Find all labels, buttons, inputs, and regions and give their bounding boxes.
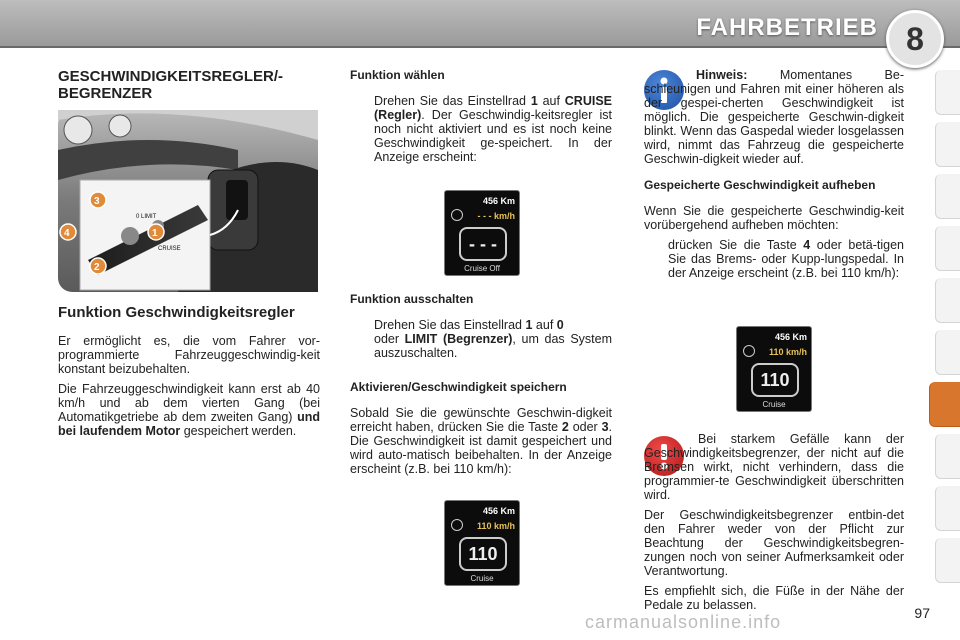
chapter-tab[interactable] [935, 278, 960, 323]
bullet-symbol [350, 318, 364, 360]
right-column-bottom [644, 432, 904, 618]
chapter-tab-active[interactable] [929, 382, 960, 427]
svg-text:CRUISE: CRUISE [158, 246, 181, 252]
chapter-tab[interactable] [935, 486, 960, 531]
figure-label-2: 2 [94, 262, 100, 273]
chapter-tab[interactable] [935, 538, 960, 583]
bullet-symbol [350, 94, 364, 164]
paragraph: Der Geschwindigkeitsbegrenzer entbin-det den Fahrer weder von der Pflicht zur Beachtung der Geschwindigkeitsbegren-zungen noch von seiner Aufmerksamkeit oder Verantwortung. [644, 508, 904, 578]
bullet-symbol [644, 238, 658, 280]
middle-column-bottom [350, 292, 612, 482]
heading-off: Funktion ausschalten [350, 292, 474, 306]
chapter-number-badge: 8 [886, 10, 944, 68]
paragraph: Es empfiehlt sich, die Füße in der Nähe der Pedale zu belassen. [644, 584, 904, 612]
list-item: Drehen Sie das Einstellrad 1 auf 0 oder LIMIT (Begrenzer), um das System auszuschalten. [350, 318, 612, 360]
chapter-tabs [934, 70, 960, 575]
paragraph: Wenn Sie die gespeicherte Geschwindig-keit vorübergehend aufheben möchten: [644, 204, 904, 232]
list-item: drücken Sie die Taste 4 oder betä-tigen Sie das Brems- oder Kupp-lungspedal. In der Anzeige erscheint (z.B. bei 110 km/h): [644, 238, 904, 280]
chapter-tab[interactable] [935, 434, 960, 479]
paragraph: Sobald Sie die gewünschte Geschwin-digkeit erreicht haben, drücken Sie die Taste 2 oder 3. Die Geschwindigkeit ist damit gespeichert und wird auto-matisch beibehalten. In der Anzeige erscheint (z.B. bei 110 km/h): [350, 406, 612, 476]
left-column [58, 68, 320, 102]
chapter-tab[interactable] [935, 226, 960, 271]
warning-paragraph: Bei starkem Gefälle kann der Geschwindigkeitsbegrenzer, der nicht auf die Bremsen wirkt, nicht verhindern, dass die programmier-te Geschwindigkeit überschritten wird. [644, 432, 904, 502]
display-cruise-110: 456 Km 110 km/h 110 Cruise [444, 500, 520, 586]
heading-select: Funktion wählen [350, 68, 445, 82]
section-subtitle: Funktion Geschwindigkeitsregler [58, 304, 295, 321]
chapter-tab[interactable] [935, 330, 960, 375]
watermark: carmanualsonline.info [585, 612, 782, 632]
middle-column-top [350, 68, 612, 170]
page-number: 97 [914, 605, 930, 621]
chapter-tab[interactable] [935, 70, 960, 115]
cruise-lever-photo [58, 110, 318, 292]
display-cruise-110-flashing: 456 Km 110 km/h 110 Cruise [736, 326, 812, 412]
figure-label-4: 4 [64, 228, 70, 239]
chapter-tab[interactable] [935, 174, 960, 219]
heading-activate: Aktivieren/Geschwindigkeit speichern [350, 380, 567, 394]
list-item: Drehen Sie das Einstellrad 1 auf CRUISE (Regler). Der Geschwindig-keitsregler ist noch nicht aktiviert und es ist noch keine Geschwindigkeit ge-speichert. In der Anzeige erscheint: [350, 94, 612, 164]
hint-paragraph: Hinweis: Momentanes Be-schleunigen und Fahren mit einer höheren als der gespei-cherten Geschwindigkeit ist möglich. Die gespeicherte Geschwin-digkeit blinkt. Wenn das Gaspedal wieder losgelassen wird, nimmt das Fahrzeug die gespeicherte Geschwin-digkeit wieder auf. [644, 68, 904, 166]
header-divider [0, 46, 960, 48]
left-text-block [58, 304, 320, 444]
paragraph: Die Fahrzeuggeschwindigkeit kann erst ab 40 km/h und ab dem vierten Gang (bei Automatikgetriebe ab dem zweiten Gang) und bei laufendem Motor gespeichert werden. [58, 382, 320, 438]
chapter-title: FAHRBETRIEB [696, 14, 878, 41]
section-main-title: GESCHWINDIGKEITSREGLER/-BEGRENZER [58, 68, 284, 102]
figure-label-3: 3 [94, 196, 100, 207]
paragraph: Er ermöglicht es, die vom Fahrer vor-programmierte Fahrzeuggeschwindig-keit konstant beizubehalten. [58, 334, 320, 376]
figure-label-1: 1 [152, 228, 158, 239]
display-cruise-off: 456 Km - - - km/h - - - Cruise Off [444, 190, 520, 276]
right-column-top [644, 68, 904, 286]
chapter-tab[interactable] [935, 122, 960, 167]
svg-text:0 LIMIT: 0 LIMIT [136, 214, 157, 220]
heading-resume: Gespeicherte Geschwindigkeit aufheben [644, 178, 876, 192]
